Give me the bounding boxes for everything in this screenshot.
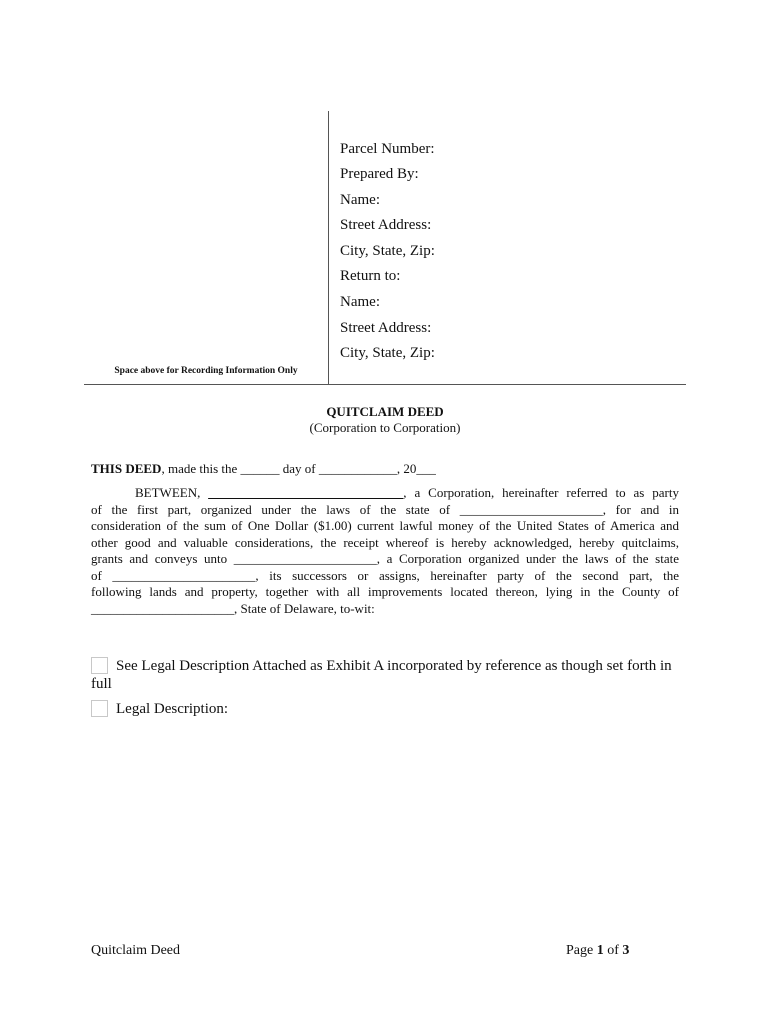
prepared-name-label: Name: bbox=[340, 192, 380, 208]
body-line-8: ______________________, State of Delaware, to-wit: bbox=[91, 601, 375, 616]
prepared-street-label: Street Address: bbox=[340, 217, 432, 233]
body-line-6: of ______________________, its successors or assigns, hereinafter party of the second part, the bbox=[91, 568, 679, 583]
exhibit-option-line-2: full bbox=[91, 676, 112, 692]
document-subtitle: (Corporation to Corporation) bbox=[309, 420, 461, 435]
deed-date-text: , made this the ______ day of ____________, 20___ bbox=[161, 461, 436, 476]
legal-description-checkbox[interactable] bbox=[91, 700, 108, 717]
recording-divider-vertical bbox=[328, 111, 329, 384]
body-line-4: other good and valuable considerations, the receipt whereof is hereby acknowledged, hereby quitclaims, bbox=[91, 535, 679, 550]
page-prefix: Page bbox=[566, 943, 597, 958]
between-prefix: BETWEEN, bbox=[135, 485, 209, 500]
prepared-by-label: Prepared By: bbox=[340, 166, 419, 182]
body-line-2: of the first part, organized under the laws of the state of ______________________, for and in bbox=[91, 502, 679, 517]
body-line-5: grants and conveys unto ______________________, a Corporation organized under the laws of the state bbox=[91, 551, 679, 566]
return-name-label: Name: bbox=[340, 294, 380, 310]
document-title: QUITCLAIM DEED bbox=[326, 404, 444, 419]
exhibit-checkbox[interactable] bbox=[91, 657, 108, 674]
legal-description-label: Legal Description: bbox=[116, 701, 229, 717]
recording-space-note: Space above for Recording Information Only bbox=[114, 366, 298, 376]
footer-document-name: Quitclaim Deed bbox=[91, 943, 181, 958]
recording-divider-horizontal bbox=[84, 384, 686, 385]
return-street-label: Street Address: bbox=[340, 320, 432, 336]
grantor-name-blank: ______________________________ bbox=[208, 485, 404, 500]
prepared-city-label: City, State, Zip: bbox=[340, 243, 435, 259]
deed-date-line bbox=[91, 461, 436, 477]
page-current: 1 bbox=[596, 943, 604, 958]
return-city-label: City, State, Zip: bbox=[340, 345, 435, 361]
footer-page-number bbox=[566, 943, 629, 959]
between-suffix: , a Corporation, hereinafter referred to as party bbox=[403, 485, 679, 500]
return-to-label: Return to: bbox=[340, 268, 401, 284]
page-of: of bbox=[603, 943, 623, 958]
body-line-3: consideration of the sum of One Dollar ($1.00) current lawful money of the United States of America and bbox=[91, 518, 679, 533]
deed-lead: THIS DEED bbox=[91, 461, 162, 476]
page-total: 3 bbox=[622, 943, 630, 958]
body-line-1 bbox=[135, 485, 679, 502]
exhibit-option-line-1: See Legal Description Attached as Exhibit A incorporated by reference as though set forth in bbox=[116, 658, 672, 674]
parcel-number-label: Parcel Number: bbox=[340, 141, 435, 157]
body-line-7: following lands and property, together with all improvements located thereon, lying in the County of bbox=[91, 584, 679, 599]
